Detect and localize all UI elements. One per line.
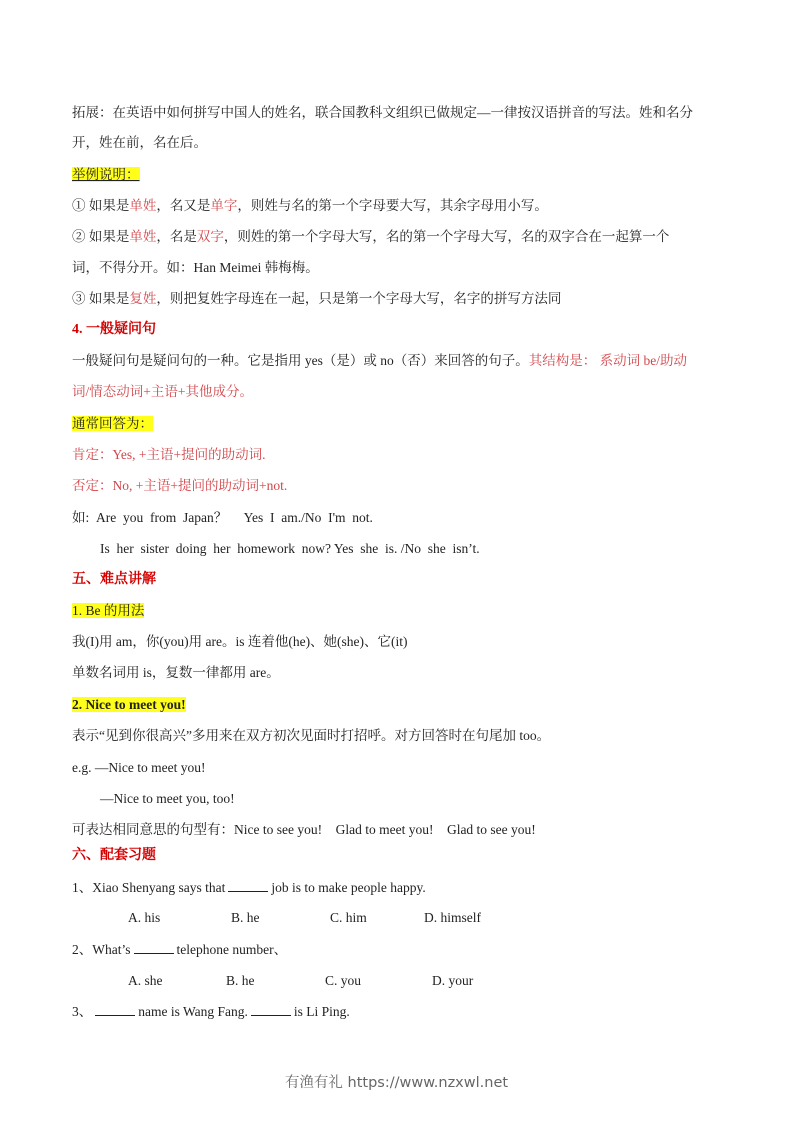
rule-highlight: 单字 [210, 198, 238, 213]
answers-label [72, 415, 153, 433]
rule-text: ，名又是 [156, 198, 211, 213]
option-d: D. your [432, 973, 474, 988]
option-b: B. he [226, 973, 255, 988]
negative-answer: 否定：No, +主语+提问的助动词+not. [72, 478, 288, 493]
desc-text: 一般疑问句是疑问句的一种。它是指用 yes（是）或 no（否）来回答的句子。 [72, 353, 529, 368]
be-usage-line-1: 我(I)用 am，你(you)用 are。is 连着他(he)、她(she)、它(it) [72, 634, 408, 649]
section-4-heading: 4. 一般疑问句 [72, 322, 156, 337]
option-c: C. him [330, 910, 367, 925]
section-5-heading: 五、难点讲解 [72, 572, 156, 587]
structure-text: 其结构是： 系动词 be/助动 [528, 353, 687, 368]
section-6-heading: 六、配套习题 [72, 848, 156, 863]
affirmative-answer: 肯定：Yes, +主语+提问的助动词. [72, 447, 266, 462]
nice-example-1: e.g. —Nice to meet you! [72, 760, 206, 775]
rule-2 [72, 228, 669, 246]
nice-example-2: —Nice to meet you, too! [100, 791, 235, 806]
nice-alternatives: 可表达相同意思的句型有：Nice to see you! Glad to meet you! Glad to see you! [72, 822, 536, 837]
examples-label [72, 166, 140, 184]
rule-highlight: 单姓 [129, 229, 157, 244]
option-a: A. his [128, 910, 161, 925]
example-1: 如: Are you from Japan？ Yes I am./No I'm not. [72, 510, 373, 525]
rule-text: ，则姓的第一个字母大写，名的第一个字母大写，名的双字合在一起算一个 [223, 229, 670, 244]
examples-label-text: 举例说明： [72, 167, 140, 182]
answer-blank[interactable] [228, 879, 268, 892]
rule-highlight: 双字 [196, 229, 224, 244]
question-2 [72, 941, 287, 959]
example-2: Is her sister doing her homework now? Yes she is. /No she isn’t. [100, 541, 480, 556]
question-3 [72, 1003, 350, 1021]
rule-marker: ① [72, 198, 86, 213]
question-text: name is Wang Fang. [138, 1004, 248, 1019]
rule-text: 如果是 [85, 291, 130, 306]
option-b: B. he [231, 910, 260, 925]
answer-blank[interactable] [95, 1003, 135, 1016]
option-a: A. she [128, 973, 163, 988]
rule-text: 如果是 [85, 198, 130, 213]
be-usage-line-2: 单数名词用 is，复数一律都用 are。 [72, 665, 280, 680]
sub-heading-be-text: 1. Be 的用法 [72, 603, 145, 618]
sub-heading-be [72, 602, 144, 620]
question-number: 1、 [72, 880, 93, 895]
sub-heading-nice [72, 696, 186, 714]
rule-marker: ③ [72, 291, 86, 306]
rule-2-continued: 词，不得分开。如：Han Meimei 韩梅梅。 [72, 260, 319, 275]
answers-label-text: 通常回答为： [72, 416, 153, 431]
rule-highlight: 复姓 [129, 291, 157, 306]
section-4-desc-continued: 词/情态动词+主语+其他成分。 [72, 384, 253, 399]
section-4-desc [72, 352, 687, 370]
question-number: 3、 [72, 1004, 93, 1019]
option-c: C. you [325, 973, 362, 988]
nice-desc: 表示“见到你很高兴”多用来在双方初次见面时打招呼。对方回答时在句尾加 too。 [72, 728, 551, 743]
question-text: Xiao Shenyang says that [92, 880, 226, 895]
answer-blank[interactable] [251, 1003, 291, 1016]
question-text: is Li Ping. [293, 1004, 350, 1019]
question-number: 2、 [72, 942, 93, 957]
rule-text: 如果是 [85, 229, 130, 244]
option-d: D. himself [424, 910, 481, 925]
question-text: What’s [92, 942, 131, 957]
rule-1 [72, 197, 548, 215]
question-text: job is to make people happy. [271, 880, 426, 895]
rule-highlight: 单姓 [129, 198, 157, 213]
rule-text: ，则把复姓字母连在一起，只是第一个字母大写，名字的拼写方法同 [156, 291, 562, 306]
rule-3 [72, 290, 561, 308]
question-1 [72, 879, 426, 897]
extension-line-1: 拓展：在英语中如何拼写中国人的姓名，联合国教科文组织已做规定—一律按汉语拼音的写法。姓和名分 [72, 105, 693, 120]
rule-text: ，则姓与名的第一个字母要大写，其余字母用小写。 [237, 198, 548, 213]
question-text: telephone number、 [176, 942, 288, 957]
footer-watermark: 有渔有礼 https://www.nzxwl.net [284, 1075, 509, 1091]
answer-blank[interactable] [134, 941, 174, 954]
rule-text: ，名是 [156, 229, 197, 244]
extension-line-2: 开，姓在前，名在后。 [72, 135, 207, 150]
rule-marker: ② [72, 229, 86, 244]
sub-heading-nice-text: 2. Nice to meet you! [72, 697, 186, 712]
